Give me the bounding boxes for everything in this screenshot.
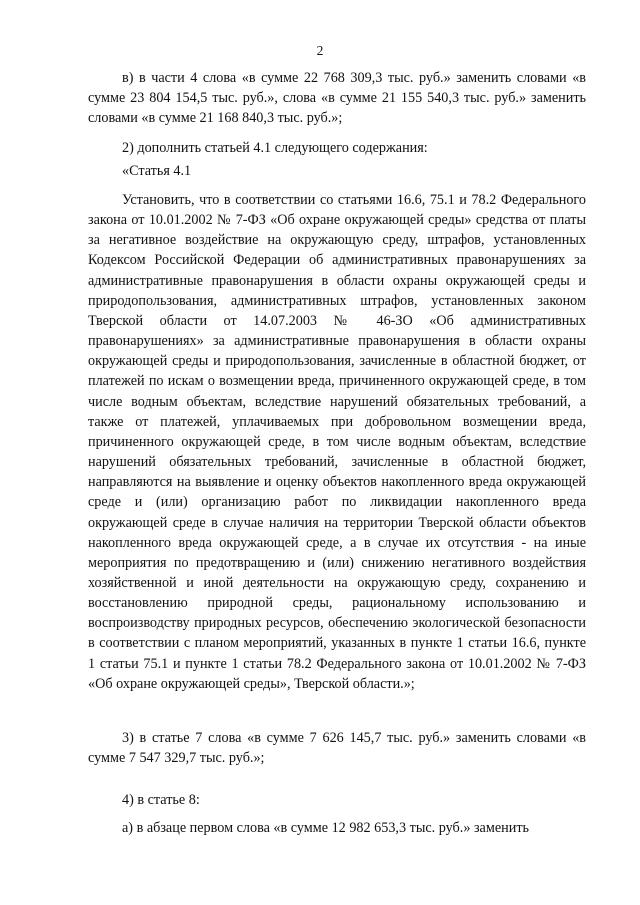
article-body-paragraph: Установить, что в соответствии со статьями 16.6, 75.1 и 78.2 Федерального закона от 10.01.2002 № 7-ФЗ «Об охране окружающей среды» средства от платы за негативное воздействие на окружающую среду, штрафов, установленных Кодексом Российской Федерации об административных правонарушениях за административные правонарушения в области охраны окружающей среды и природопользования, административных штрафов, установленных законом Тверской области от 14.07.2003 № 46-ЗО «Об административных правонарушениях» за административные правонарушения в области охраны окружающей среды и природопользования, зачисленные в областной бюджет, от платежей по искам о возмещении вреда, причиненного окружающей среде, в том числе водным объектам, вследствие нарушений обязательных требований, а также от платежей, уплачиваемых при добровольном возмещении вреда, причиненного окружающей среде, в том числе водным объектам, вследствие нарушений обязательных требований, зачисленные в областной бюджет, направляются на выявление и оценку объектов накопленного вреда окружающей среде и (или) организацию работ по ликвидации накопленного вреда окружающей среде в случае наличия на территории Тверской области объектов накопленного вреда окружающей среде, а в случае их отсутствия - на иные мероприятия по предотвращению и (или) снижению негативного воздействия хозяйственной и иной деятельности на окружающую среду, сохранению и восстановлению природной среды, рациональному использованию и воспроизводству природных ресурсов, обеспечению экологической безопасности в соответствии с планом мероприятий, указанных в пункте 1 статьи 16.6, пункте 1 статьи 75.1 и пункте 1 статьи 78.2 Федерального закона от 10.01.2002 № 7-ФЗ «Об охране окружающей среды», Тверской области.»; (88, 192, 586, 692)
page-number: 2 (316, 43, 324, 58)
article-heading: «Статья 4.1 (122, 163, 192, 179)
paragraph-item-4: 4) в статье 8: (122, 792, 200, 808)
paragraph-item-3: 3) в статье 7 слова «в сумме 7 626 145,7 тыс. руб.» заменить словами «в сумме 7 547 329,7 тыс. руб.»; (88, 730, 586, 767)
paragraph-item-2: 2) дополнить статьей 4.1 следующего содержания: (122, 140, 428, 156)
paragraph-item-a: а) в абзаце первом слова «в сумме 12 982 653,3 тыс. руб.» заменить (122, 820, 529, 836)
paragraph-item-v: в) в части 4 слова «в сумме 22 768 309,3 тыс. руб.» заменить словами «в сумме 23 804 154,5 тыс. руб.», слова «в сумме 21 155 540,3 тыс. руб.» заменить словами «в сумме 21 168 840,3 тыс. руб.»; (88, 70, 586, 127)
